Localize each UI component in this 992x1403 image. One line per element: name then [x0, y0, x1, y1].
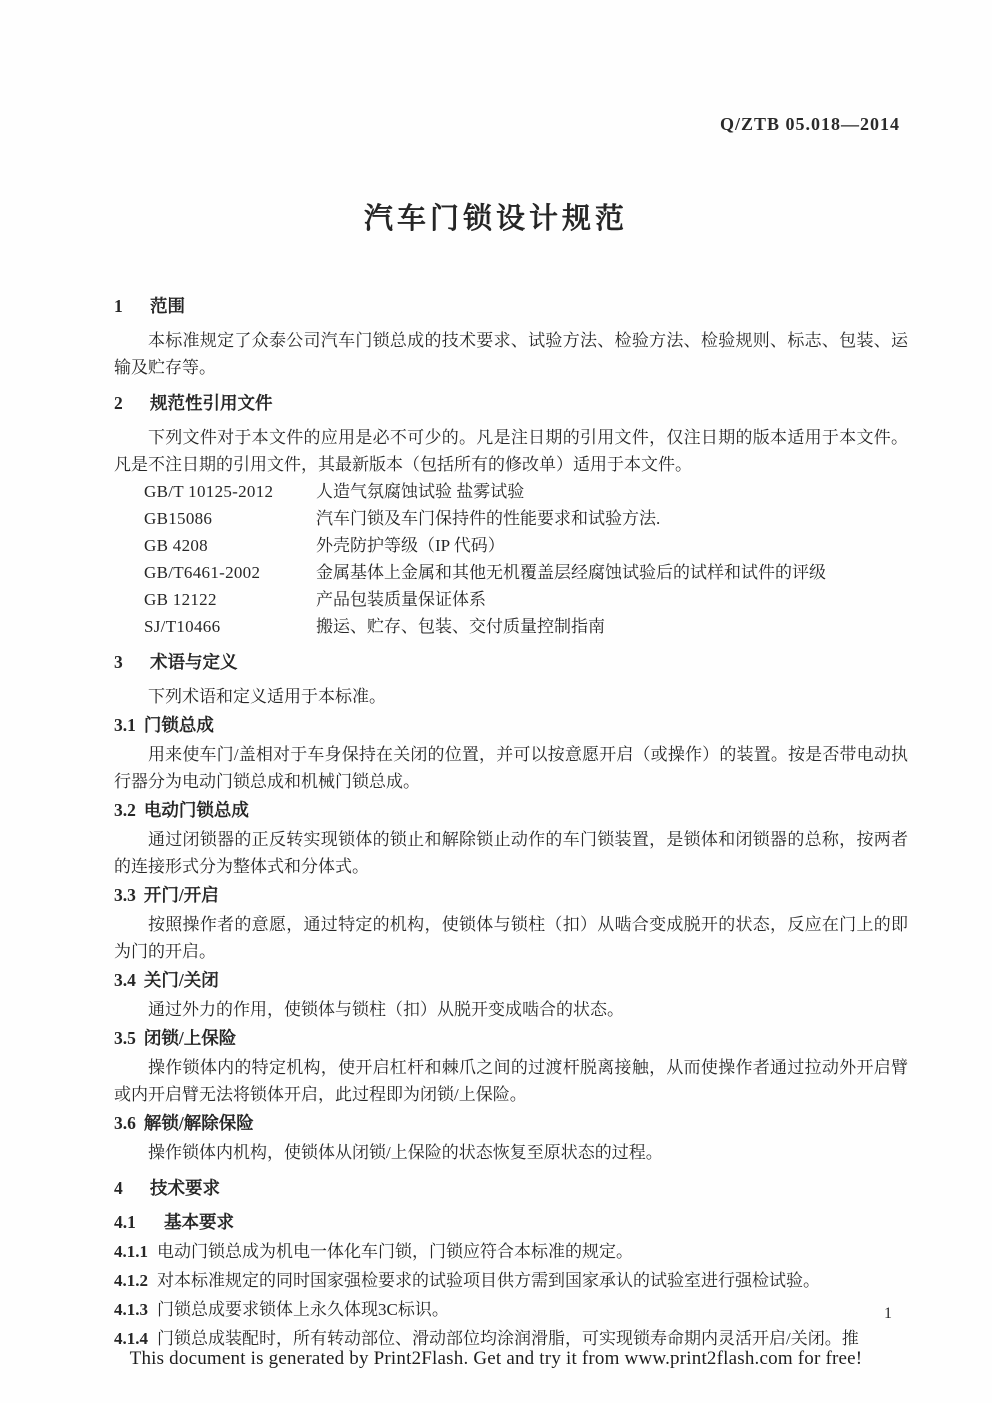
reference-item [114, 505, 908, 532]
reference-item [114, 613, 908, 640]
section-number: 3.5 [114, 1028, 136, 1048]
paragraph: 本标准规定了众泰公司汽车门锁总成的技术要求、试验方法、检验方法、检验规则、标志、包装、运输及贮存等。 [114, 331, 908, 377]
heading-text: 范围 [150, 296, 185, 316]
paragraph: 操作锁体内机构，使锁体从闭锁/上保险的状态恢复至原状态的过程。 [148, 1143, 663, 1162]
section-number: 2 [114, 393, 123, 413]
section-heading [114, 712, 908, 739]
heading-text: 解锁/解除保险 [143, 1113, 254, 1133]
heading-text: 门锁总成 [143, 715, 214, 735]
heading-text: 电动门锁总成 [143, 800, 249, 820]
section-number: 3.3 [114, 885, 136, 905]
heading-text: 基本要求 [164, 1212, 234, 1232]
heading-text: 关门/关闭 [143, 970, 219, 990]
section-number: 4.1.4 [114, 1329, 148, 1348]
clause [114, 1267, 908, 1294]
paragraph: 下列文件对于本文件的应用是必不可少的。凡是注日期的引用文件，仅注日期的版本适用于本文件。凡是不注日期的引用文件，其最新版本（包括所有的修改单）适用于本文件。 [114, 428, 908, 474]
clause [114, 1238, 908, 1265]
page-title: 汽车门锁设计规范 [363, 203, 628, 235]
section-number: 3 [114, 652, 123, 672]
heading-text: 术语与定义 [150, 652, 238, 672]
page-number: 1 [884, 1305, 892, 1322]
document-body [114, 284, 908, 1354]
doc-number: Q/ZTB 05.018—2014 [719, 114, 900, 134]
watermark-footer: This document is generated by Print2Flash. Get and try it from www.print2flash.com for free! [129, 1348, 863, 1369]
paragraph: 按照操作者的意愿，通过特定的机构，使锁体与锁柱（扣）从啮合变成脱开的状态，反应在门上的即为门的开启。 [114, 915, 908, 961]
reference-text: 产品包装质量保证体系 [316, 590, 486, 609]
section-heading [114, 882, 908, 909]
reference-text: 人造气氛腐蚀试验 盐雾试验 [316, 482, 525, 501]
reference-text: 金属基体上金属和其他无机覆盖层经腐蚀试验后的试样和试件的评级 [316, 563, 826, 582]
heading-text: 电动门锁总成为机电一体化车门锁，门锁应符合本标准的规定。 [157, 1242, 633, 1261]
section-number: 3.1 [114, 715, 136, 735]
reference-item [114, 586, 908, 613]
heading-text: 闭锁/上保险 [143, 1028, 237, 1048]
reference-text: 外壳防护等级（IP 代码） [316, 536, 505, 555]
section-heading [114, 797, 908, 824]
section-number: 4 [114, 1178, 123, 1198]
reference-label: GB 12122 [144, 590, 217, 609]
paragraph: 用来使车门/盖相对于车身保持在关闭的位置，并可以按意愿开启（或操作）的装置。按是否带电动执行器分为电动门锁总成和机械门锁总成。 [114, 745, 908, 791]
reference-text: 汽车门锁及车门保持件的性能要求和试验方法. [316, 509, 661, 528]
section-heading [114, 1110, 908, 1137]
reference-item [114, 559, 908, 586]
heading-text: 技术要求 [150, 1178, 220, 1198]
reference-text: 搬运、贮存、包装、交付质量控制指南 [316, 617, 605, 636]
paragraph: 通过闭锁器的正反转实现锁体的锁止和解除锁止动作的车门锁装置，是锁体和闭锁器的总称，按两者的连接形式分为整体式和分体式。 [114, 830, 908, 876]
heading-text: 规范性引用文件 [150, 393, 273, 413]
section-number: 1 [114, 296, 123, 316]
reference-label: GB/T 10125-2012 [144, 482, 274, 501]
section-heading [114, 390, 908, 417]
heading-text: 对本标准规定的同时国家强检要求的试验项目供方需到国家承认的试验室进行强检试验。 [157, 1271, 820, 1290]
section-heading [114, 649, 908, 676]
paragraph: 通过外力的作用，使锁体与锁柱（扣）从脱开变成啮合的状态。 [148, 1000, 624, 1019]
heading-text: 门锁总成要求锁体上永久体现3C标识。 [157, 1300, 449, 1319]
section-heading [114, 293, 908, 320]
reference-label: GB/T6461-2002 [144, 563, 261, 582]
reference-item [114, 478, 908, 505]
section-number: 4.1.2 [114, 1271, 148, 1290]
section-number: 3.2 [114, 800, 136, 820]
section-heading [114, 967, 908, 994]
reference-label: SJ/T10466 [144, 617, 221, 636]
paragraph: 下列术语和定义适用于本标准。 [148, 687, 386, 706]
section-number: 3.4 [114, 970, 136, 990]
clause [114, 1296, 908, 1323]
section-heading [114, 1175, 908, 1202]
section-heading [114, 1209, 908, 1236]
section-heading [114, 1025, 908, 1052]
section-number: 4.1 [114, 1212, 136, 1232]
heading-text: 开门/开启 [143, 885, 219, 905]
heading-text: 门锁总成装配时，所有转动部位、滑动部位均涂润滑脂，可实现锁寿命期内灵活开启/关闭。推 [157, 1329, 859, 1348]
paragraph: 操作锁体内的特定机构，使开启杠杆和棘爪之间的过渡杆脱离接触，从而使操作者通过拉动外开启臂或内开启臂无法将锁体开启，此过程即为闭锁/上保险。 [114, 1058, 908, 1104]
reference-item [114, 532, 908, 559]
reference-label: GB 4208 [144, 536, 208, 555]
section-number: 4.1.3 [114, 1300, 148, 1319]
reference-label: GB15086 [144, 509, 213, 528]
section-number: 4.1.1 [114, 1242, 148, 1261]
section-number: 3.6 [114, 1113, 136, 1133]
